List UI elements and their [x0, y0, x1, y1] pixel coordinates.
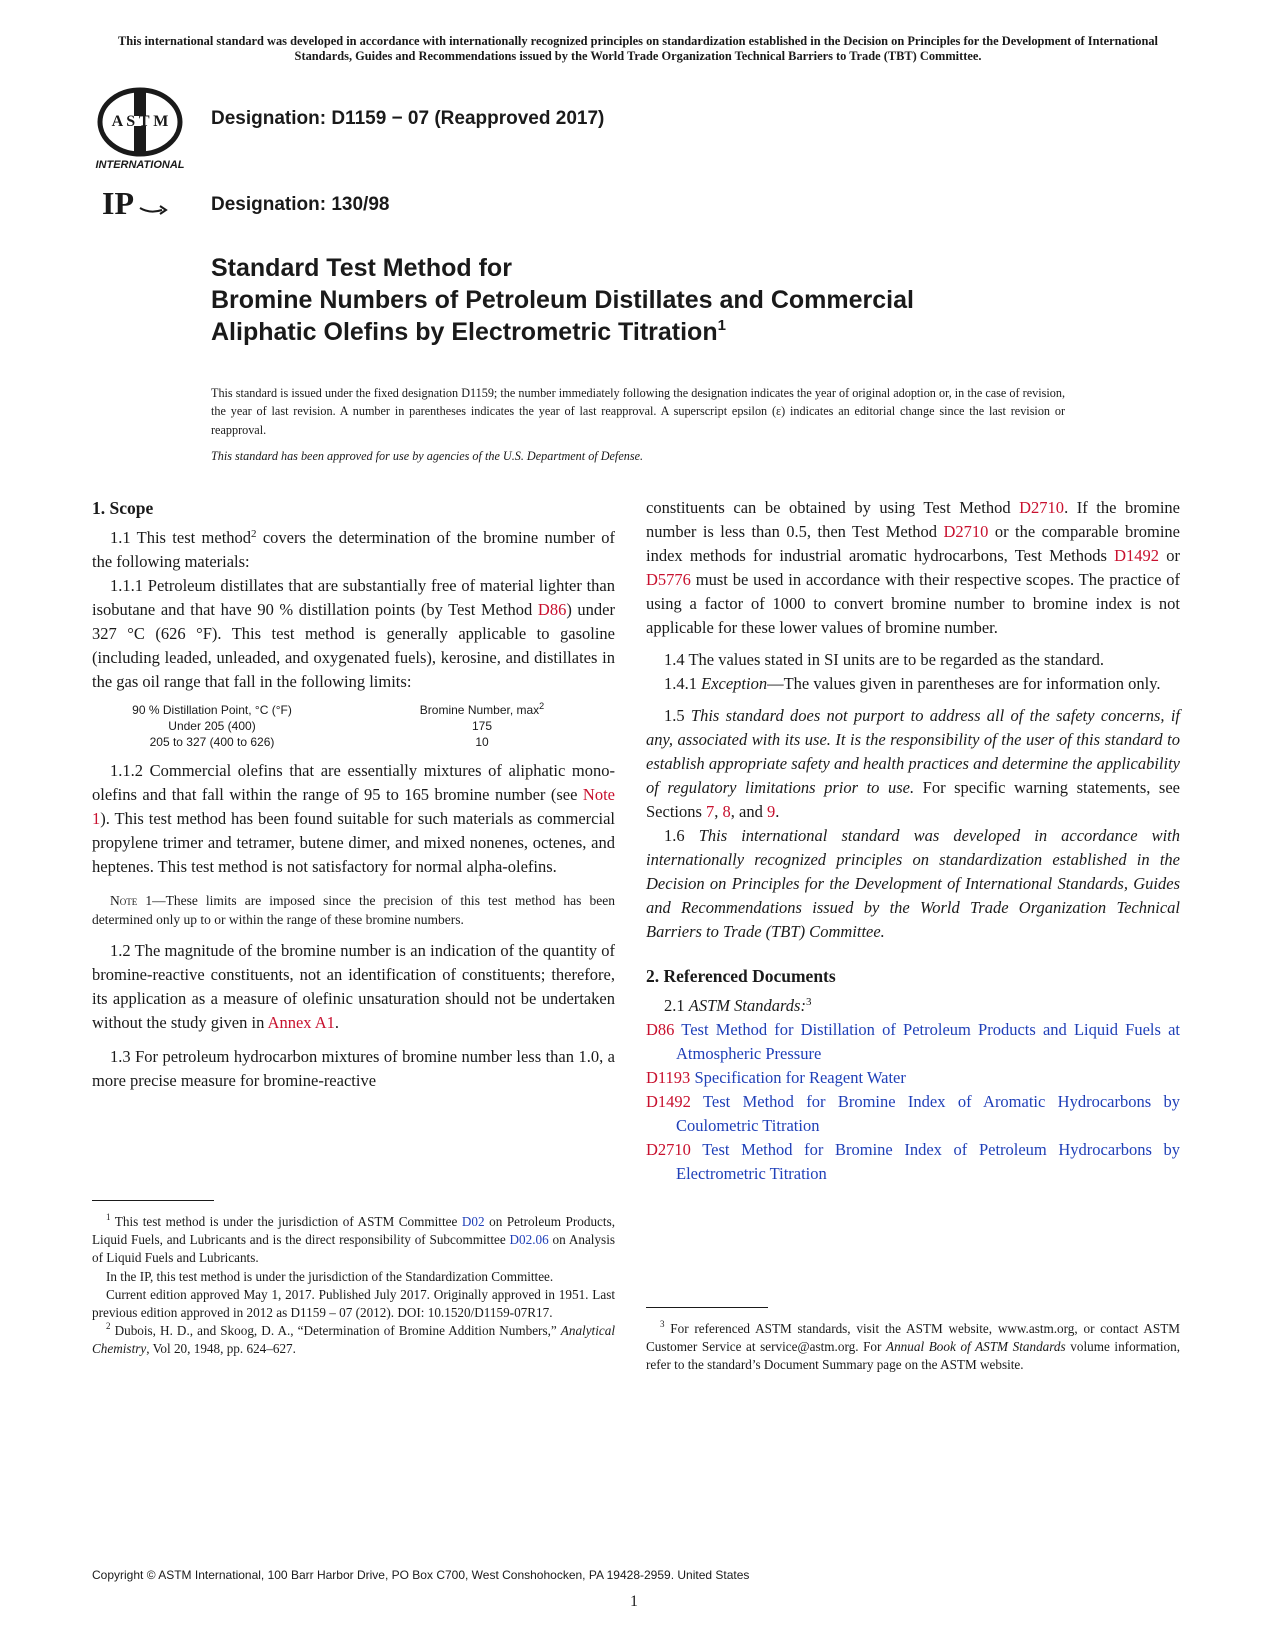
wto-notice: This international standard was developed in accordance with internationally recognized principles on standardization established in the Decision on Principles for the Development of International Standards, Guides and Recommendations issued by the World Trade Organization Technical Barriers to Trade (TBT) Committee. — [117, 34, 1159, 63]
list-item[interactable]: D1193 Specification for Reagent Water — [646, 1068, 906, 1087]
link-note-1[interactable]: Note 1 — [92, 785, 615, 828]
table-row: Under 205 (400) 175 — [168, 719, 493, 733]
para-1-3: 1.3 For petroleum hydrocarbon mixtures of bromine number less than 1.0, a more precise measure for bromine-reactive — [92, 1047, 615, 1090]
document-title: Standard Test Method for Bromine Numbers of Petroleum Distillates and Commercial Aliphatic Olefins by Electrometric Titration$^1$ — [211, 254, 914, 346]
scope-heading: 1. Scope — [92, 498, 154, 518]
link-d02-06[interactable]: D02.06 — [509, 1232, 549, 1248]
left-footnotes — [92, 1200, 615, 1359]
link-annex-a1[interactable]: Annex A1 — [267, 1013, 335, 1032]
limits-table: 90 % Distillation Point, °C (°F) Bromine Number, $\max^2$ Under 205 (400) 175 205 to 327 (400 to 626) 10 — [92, 702, 615, 750]
svg-text:IP: IP — [102, 186, 134, 220]
list-item[interactable]: D1492 Test Method for Bromine Index of Aromatic Hydrocarbons by Coulometric Titration — [646, 1092, 1180, 1135]
para-1-1-1: 1.1.1 Petroleum distillates that are substantially free of material lighter than isobutane and that have 90 % distillation points (by Test Method D86) under 327 °C (626 °F). This test method is generally applicable to gasoline (including leaded, unleaded, and oxygenated fuels), kerosine, and distillates in the gas oil range that fall in the following limits: — [92, 576, 615, 691]
link-section-8[interactable]: 8 — [722, 802, 731, 821]
list-item[interactable]: D2710 Test Method for Bromine Index of Petroleum Hydrocarbons by Electrometric Titration — [646, 1140, 1180, 1183]
footnote-2: $^2$ Dubois, H. D., and Skoog, D. A., “Determination of Bromine Addition Numbers,” Analytical Chemistry, Vol 20, 1948, pp. 624–627. — [92, 1321, 615, 1357]
right-footnotes — [646, 1307, 1180, 1375]
right-column — [646, 496, 1180, 1186]
copyright-footer: Copyright © ASTM International, 100 Barr Harbor Drive, PO Box C700, West Conshohocken, PA 19428-2959. United States — [92, 1568, 750, 1582]
reference-list — [646, 1018, 1180, 1186]
note-1: Note 1—These limits are imposed since the precision of this test method has been determined only up to or within the range of these bromine numbers. — [92, 893, 615, 927]
link-d86[interactable]: D86 — [537, 600, 567, 619]
svg-text:INTERNATIONAL: INTERNATIONAL — [95, 159, 185, 171]
para-1-5: 1.5 This standard does not purport to address all of the safety concerns, if any, associated with its use. It is the responsibility of the user of this standard to establish appropriate safety and health practices and determine the applicability of regulatory limitations prior to use. For specific warning statements, see Sections 7, 8, and 9. — [646, 706, 1180, 821]
para-1-2: 1.2 The magnitude of the bromine number is an indication of the quantity of bromine-reactive constituents, not an identification of constituents; therefore, its application as a measure of olefinic unsaturation should not be undertaken without the study given in Annex A1. — [92, 941, 615, 1032]
footnote-ip: In the IP, this test method is under the jurisdiction of the Standardization Committee. — [106, 1268, 554, 1284]
ip-designation: Designation: 130/98 — [211, 194, 390, 215]
link-d02[interactable]: D02 — [461, 1214, 485, 1229]
referenced-documents-heading: 2. Referenced Documents — [646, 966, 836, 986]
svg-text:A S T M: A S T M — [111, 113, 169, 130]
para-1-1: 1.1 This test method$^2$ covers the determination of the bromine number of the following materials: — [92, 528, 615, 571]
footnote-1: $^1$ This test method is under the jurisdiction of ASTM Committee D02 on Petroleum Products, Liquid Fuels, and Lubricants and is the direct responsibility of Subcommittee D02.06 on Analysis of Liquid Fuels and Lubricants. — [92, 1212, 615, 1266]
title-footnote-mark: 1 — [717, 317, 726, 334]
link-section-9[interactable]: 9 — [767, 802, 776, 821]
footnote-rule — [92, 1200, 214, 1201]
page-number: 1 — [630, 1593, 638, 1610]
footnote-3: $^3$ For referenced ASTM standards, visit the ASTM website, www.astm.org, or contact ASTM Customer Service at service@astm.org. For Annual Book of ASTM Standards volume information, refer to the standard’s Document Summary page on the ASTM website. — [646, 1319, 1181, 1373]
table-row: 205 to 327 (400 to 626) 10 — [149, 735, 489, 749]
para-1-1-2: 1.1.2 Commercial olefins that are essentially mixtures of aliphatic mono-olefins and that fall within the range of 95 to 165 bromine number (see Note 1). This test method has been found suitable for such materials as commercial propylene trimer and tetramer, butene dimer, and mixed nonenes, octenes, and heptenes. This test method is not satisfactory for normal alpha-olefins. — [92, 761, 615, 876]
astm-logo — [92, 86, 192, 176]
list-item[interactable]: D86 Test Method for Distillation of Petroleum Products and Liquid Fuels at Atmospheric Pressure — [646, 1020, 1180, 1063]
para-1-4: 1.4 The values stated in SI units are to be regarded as the standard. — [664, 650, 1105, 669]
link-d2710[interactable]: D2710 — [943, 522, 989, 541]
link-d1492[interactable]: D1492 — [1114, 546, 1160, 565]
left-column — [92, 496, 615, 1093]
ip-logo — [100, 186, 170, 220]
para-1-6: 1.6 This international standard was developed in accordance with internationally recognized principles on standardization established in the Decision on Principles for the Development of International Standards, Guides and Recommendations issued by the World Trade Organization Technical Barriers to Trade (TBT) Committee. — [646, 826, 1181, 941]
para-1-3-cont: constituents can be obtained by using Test Method D2710. If the bromine number is less than 0.5, then Test Method D2710 or the comparable bromine index methods for industrial aromatic hydrocarbons, Test Methods D1492 or D5776 must be used in accordance with their respective scopes. The practice of using a factor of 1000 to convert bromine number to bromine index is not applicable for these lower values of bromine number. — [646, 498, 1181, 637]
footnote-rule — [646, 1307, 768, 1308]
link-section-7[interactable]: 7 — [706, 802, 715, 821]
footnote-edition: Current edition approved May 1, 2017. Published July 2017. Originally approved in 1951. Last previous edition approved in 2012 as D1159 – 07 (2012). DOI: 10.1520/D1159-07R17. — [92, 1286, 615, 1321]
para-2-1: 2.1 ASTM Standards:$^3$ — [664, 996, 812, 1015]
dod-note: This standard has been approved for use by agencies of the U.S. Department of Defense. — [211, 449, 644, 463]
issued-note: This standard is issued under the fixed designation D1159; the number immediately following the designation indicates the year of original adoption or, in the case of revision, the year of last revision. A number in parentheses indicates the year of last reapproval. A superscript epsilon (ε) indicates an editorial change since the last revision or reapproval. — [211, 386, 1065, 437]
para-1-4-1: 1.4.1 Exception—The values given in parentheses are for information only. — [664, 674, 1161, 693]
astm-designation: Designation: D1159 − 07 (Reapproved 2017) — [211, 108, 605, 129]
link-d5776[interactable]: D5776 — [646, 570, 691, 589]
link-d2710[interactable]: D2710 — [1019, 498, 1065, 517]
